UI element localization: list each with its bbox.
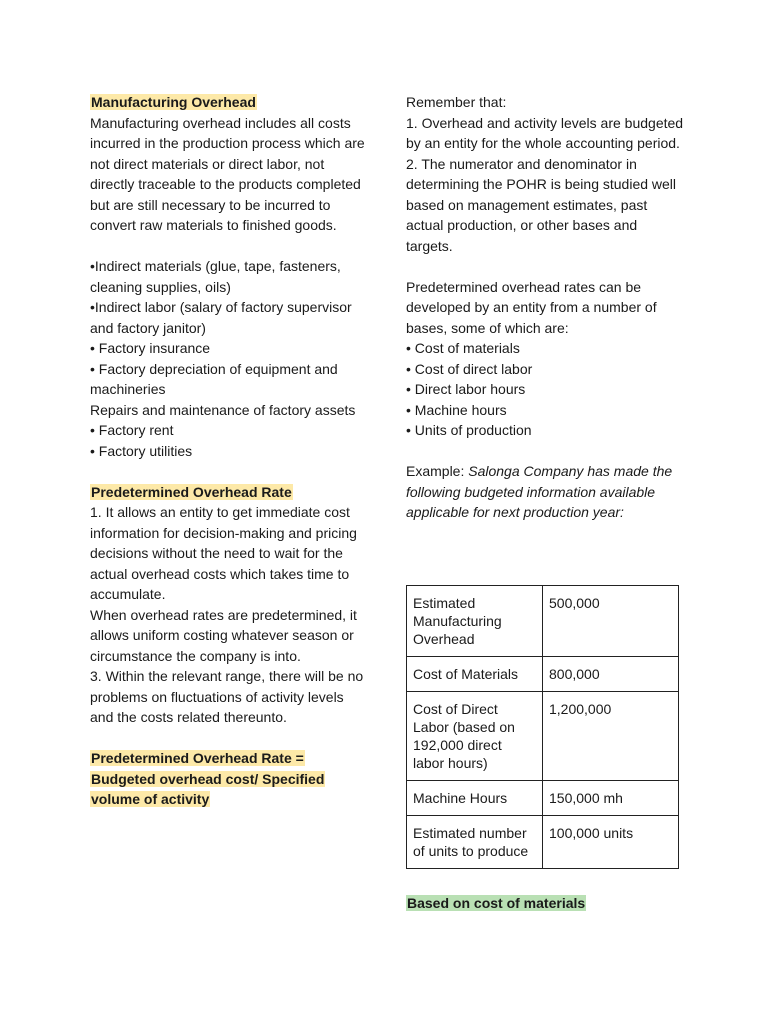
advantage-point: When overhead rates are predetermined, it allows uniform costing whatever season or circumstance the company is into. xyxy=(90,606,357,664)
row-value: 1,200,000 xyxy=(543,692,679,781)
left-column xyxy=(90,92,370,810)
base-item: • Cost of direct labor xyxy=(406,360,533,377)
row-label: Machine Hours xyxy=(407,781,543,816)
row-label: Estimated Manufacturing Overhead xyxy=(407,586,543,657)
overhead-item: •Indirect labor (salary of factory supervisor and factory janitor) xyxy=(90,299,352,336)
table-row xyxy=(407,692,679,781)
example-text: Salonga Company has made the following budgeted information available applicable for next production year: xyxy=(406,463,673,520)
row-value: 500,000 xyxy=(543,586,679,657)
row-label: Cost of Materials xyxy=(407,657,543,692)
table-row xyxy=(407,657,679,692)
base-item: • Units of production xyxy=(406,422,532,438)
row-label: Cost of Direct Labor (based on 192,000 direct labor hours) xyxy=(407,692,543,781)
section-heading-cost-of-materials xyxy=(406,893,586,913)
table-row xyxy=(407,816,679,869)
remember-item: 2. The numerator and denominator in determining the POHR is being studied well based on management estimates, past actual production, or other bases and targets. xyxy=(406,155,677,254)
example-paragraph xyxy=(406,461,686,523)
example-label: Example: xyxy=(406,463,469,479)
row-label: Estimated number of units to produce xyxy=(407,816,543,869)
table-row xyxy=(407,586,679,657)
bases-intro: Predetermined overhead rates can be developed by an entity from a number of bases, some of which are: xyxy=(406,278,657,336)
overhead-item: Repairs and maintenance of factory assets xyxy=(90,401,356,418)
row-value: 800,000 xyxy=(543,657,679,692)
overhead-item: • Factory insurance xyxy=(90,340,211,356)
section-heading-text: Based on cost of materials xyxy=(407,895,586,911)
remember-title: Remember that: xyxy=(406,94,507,110)
base-item: • Machine hours xyxy=(406,401,507,418)
base-item: • Direct labor hours xyxy=(406,381,526,397)
right-column xyxy=(406,92,686,523)
remember-item: 1. Overhead and activity levels are budgeted by an entity for the whole accounting period. xyxy=(406,114,684,151)
table-row xyxy=(407,781,679,816)
advantage-point: 3. Within the relevant range, there will be no problems on fluctuations of activity levels and the costs related thereunto. xyxy=(90,668,364,725)
overhead-item: • Factory depreciation of equipment and machineries xyxy=(90,360,338,397)
overhead-item: • Factory rent xyxy=(90,422,174,438)
row-value: 100,000 units xyxy=(543,816,679,869)
base-item: • Cost of materials xyxy=(406,340,520,356)
heading-predetermined-overhead-rate: Predetermined Overhead Rate xyxy=(91,483,292,500)
advantage-point: 1. It allows an entity to get immediate cost information for decision-making and pricing decisions without the need to wait for the actual overhead costs which takes time to accumulate. xyxy=(90,504,357,602)
row-value: 150,000 mh xyxy=(543,781,679,816)
overhead-item: •Indirect materials (glue, tape, fasteners, cleaning supplies, oils) xyxy=(90,258,341,295)
intro-paragraph: Manufacturing overhead includes all costs incurred in the production process which are not direct materials or direct labor, not directly traceable to the products completed but are still necessary to be incurred to convert raw materials to finished goods. xyxy=(90,114,365,233)
formula-heading: Predetermined Overhead Rate = Budgeted overhead cost/ Specified volume of activity xyxy=(91,750,325,807)
overhead-item: • Factory utilities xyxy=(90,442,193,459)
heading-manufacturing-overhead: Manufacturing Overhead xyxy=(91,94,256,110)
budget-table xyxy=(406,585,679,869)
